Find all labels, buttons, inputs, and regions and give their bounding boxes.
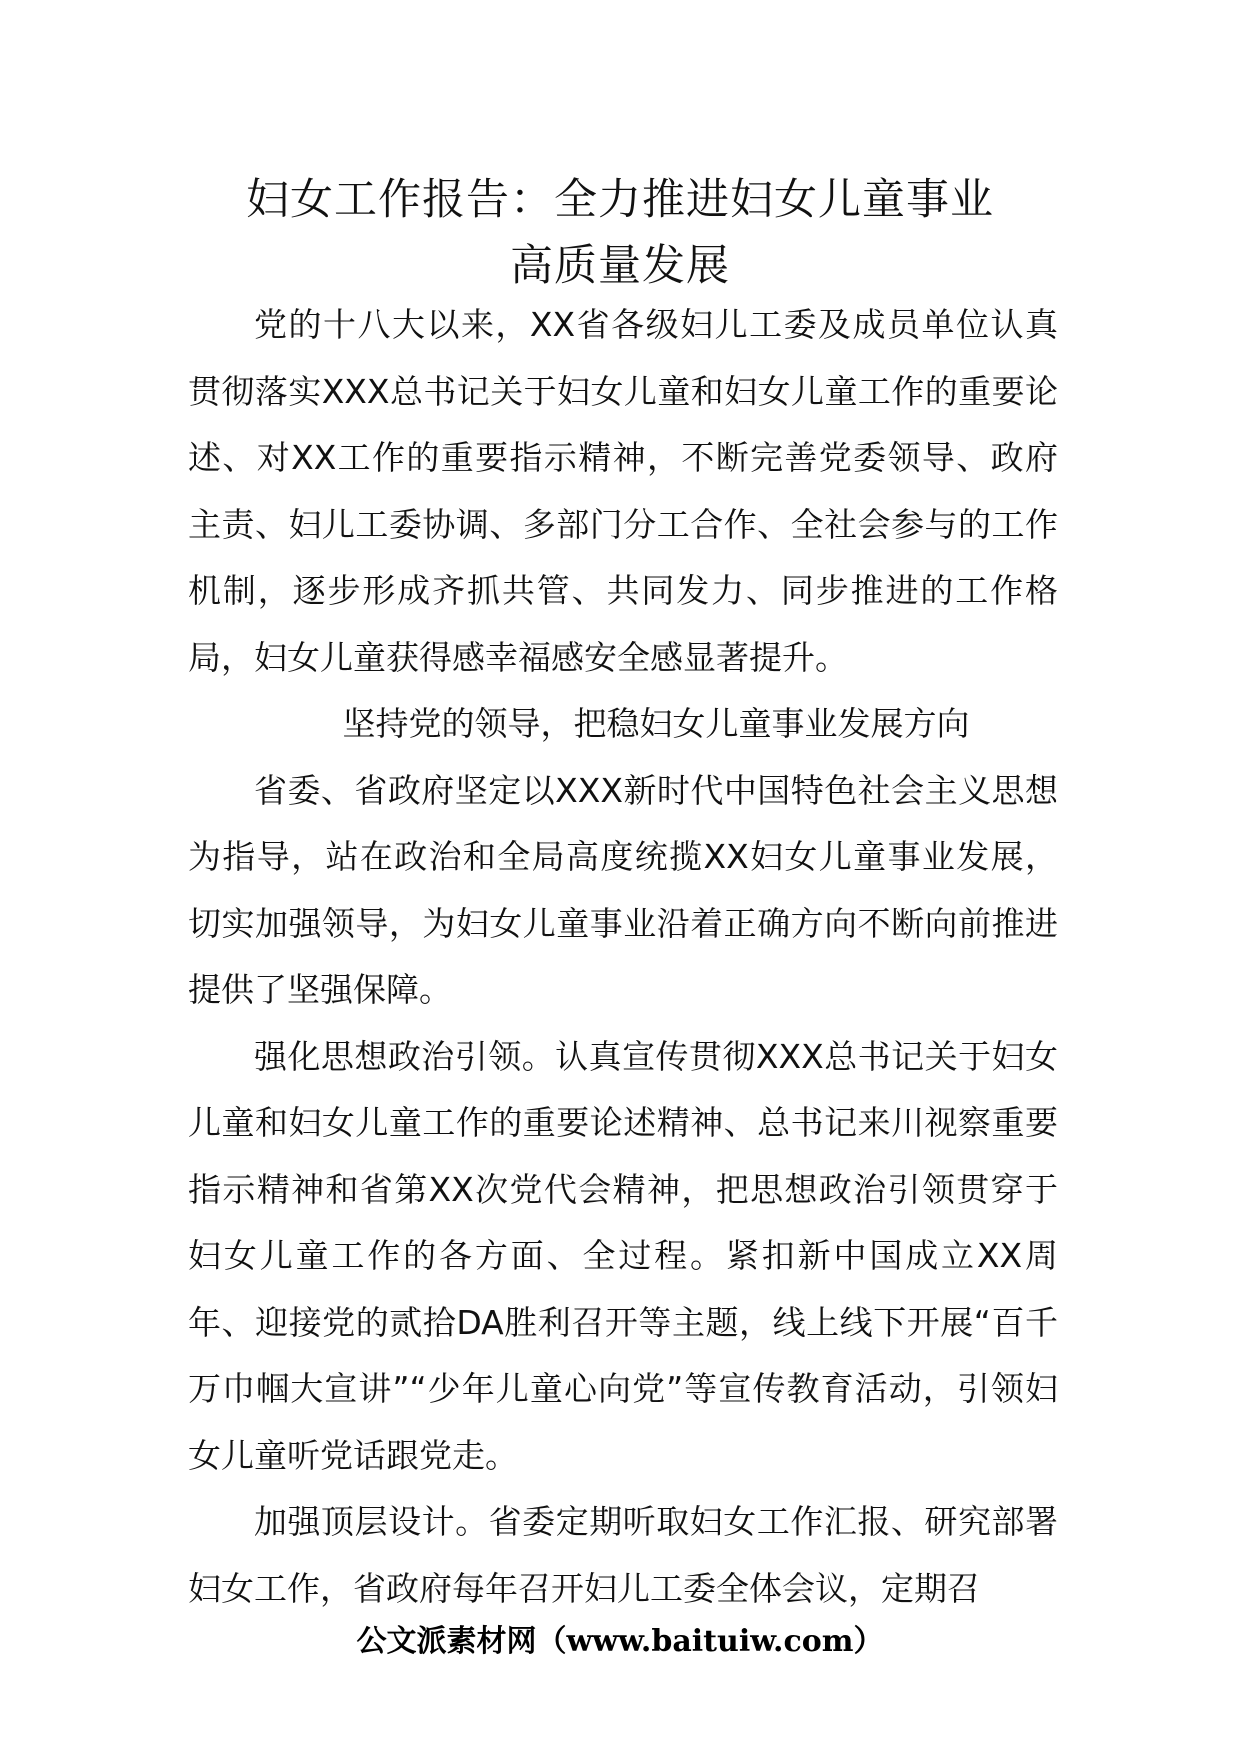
body-paragraph: 强化思想政治引领。认真宣传贯彻XXX总书记关于妇女儿童和妇女儿童工作的重要论述精神、总书记来川视察重要指示精神和省第XX次党代会精神，把思想政治引领贯穿于妇女儿童工作的各方面、全过程。紧扣新中国成立XX周年、迎接党的贰拾DA胜利召开等主题，线上线下开展“百千万巾帼大宣讲”“少年儿童心向党”等宣传教育活动，引领妇女儿童听党话跟党走。 [188, 1036, 1058, 1475]
document-title-line-1: 妇女工作报告：全力推进妇女儿童事业 [246, 175, 994, 225]
footer-watermark: 公文派素材网（www.baituiw.com） [356, 1624, 884, 1659]
intro-paragraph: 党的十八大以来，XX省各级妇儿工委及成员单位认真贯彻落实XXX总书记关于妇女儿童和妇女儿童工作的重要论述、对XX工作的重要指示精神，不断完善党委领导、政府主责、妇儿工委协调、多部门分工合作、全社会参与的工作机制，逐步形成齐抓共管、共同发力、同步推进的工作格局，妇女儿童获得感幸福感安全感显著提升。 [188, 305, 1058, 677]
document-title-line-2: 高质量发展 [510, 241, 730, 291]
body-paragraph: 省委、省政府坚定以XXX新时代中国特色社会主义思想为指导，站在政治和全局高度统揽XX妇女儿童事业发展，切实加强领导，为妇女儿童事业沿着正确方向不断向前推进提供了坚强保障。 [188, 770, 1058, 1009]
document-body [188, 292, 1058, 1622]
section-heading: 坚持党的领导，把稳妇女儿童事业发展方向 [342, 704, 970, 743]
body-paragraph: 加强顶层设计。省委定期听取妇女工作汇报、研究部署妇女工作，省政府每年召开妇儿工委全体会议，定期召 [188, 1502, 1058, 1608]
